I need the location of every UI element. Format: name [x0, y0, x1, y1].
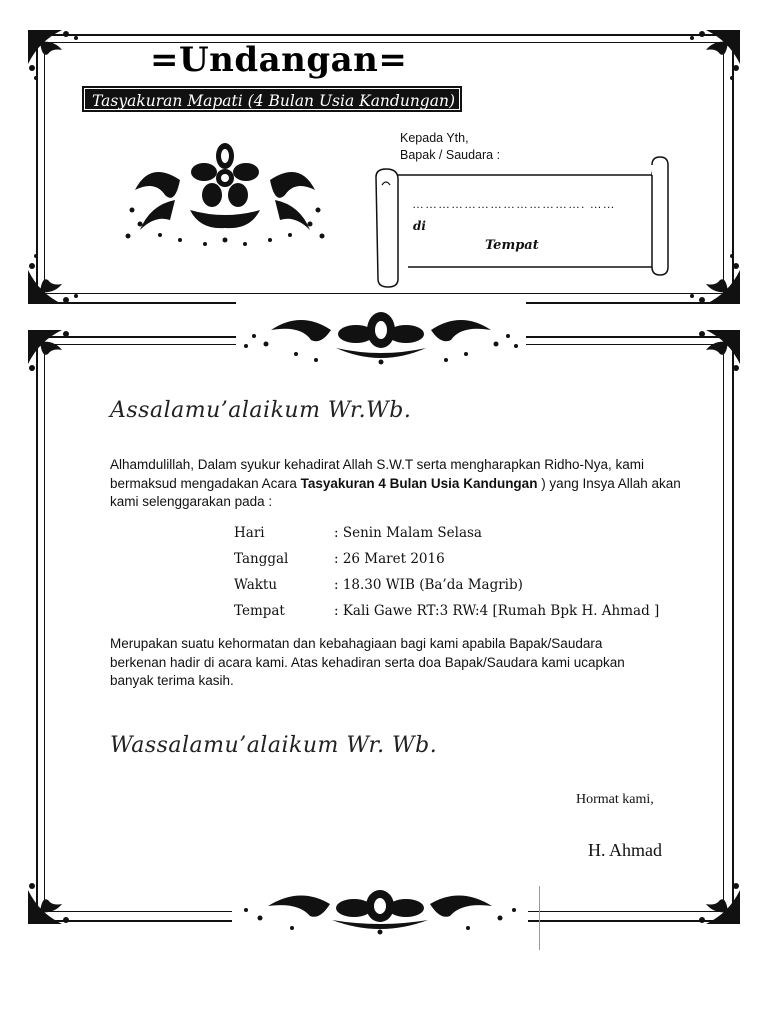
- detail-value: : 26 Maret 2016: [334, 551, 445, 567]
- corner-flourish-icon: [26, 328, 96, 398]
- corner-flourish-icon: [672, 856, 742, 926]
- detail-label: Waktu: [234, 577, 278, 593]
- detail-label: Tanggal: [234, 551, 289, 567]
- opening-paragraph-end: ) yang Insya Allah akan kami selenggarakan pada :: [110, 475, 681, 509]
- corner-flourish-icon: [672, 236, 742, 306]
- bottom-frame-inner-border: [44, 344, 724, 912]
- opening-paragraph-start: Alhamdulillah, Dalam syukur kehadirat Allah S.W.T serta mengharapkan Ridho-Nya, kami bermaksud mengadakan Acara: [110, 457, 644, 491]
- detail-value: : 18.30 WIB (Ba’da Magrib): [334, 577, 523, 593]
- corner-flourish-icon: [672, 28, 742, 98]
- closing-greeting: Wassalamu’alaikum Wr. Wb.: [110, 733, 438, 758]
- recipient-to-line: Kepada Yth,: [400, 131, 469, 145]
- corner-flourish-icon: [672, 328, 742, 398]
- invitation-subtitle: Tasyakuran Mapati (4 Bulan Usia Kandungan): [82, 86, 462, 112]
- floral-ornament-icon: [232, 878, 528, 940]
- detail-value: : Kali Gawe RT:3 RW:4 [Rumah Bpk H. Ahmad ]: [334, 603, 660, 619]
- greeting: Assalamu’alaikum Wr.Wb.: [110, 398, 412, 423]
- recipient-name-field: …………………………………. ……: [412, 197, 616, 211]
- recipient-di: di: [413, 219, 426, 233]
- regards-text: Hormat kami,: [576, 792, 654, 807]
- recipient-place: Tempat: [485, 238, 539, 253]
- invitation-title: =Undangan=: [150, 40, 408, 80]
- signer-name: H. Ahmad: [588, 840, 662, 860]
- floral-ornament-icon: [236, 300, 526, 370]
- divider-line: [539, 886, 540, 950]
- detail-label: Hari: [234, 525, 265, 541]
- event-name: Tasyakuran 4 Bulan Usia Kandungan: [300, 475, 538, 491]
- recipient-name-label: Bapak / Saudara :: [400, 148, 501, 162]
- opening-paragraph: [110, 456, 700, 512]
- floral-ornament-icon: [120, 140, 330, 250]
- detail-value: : Senin Malam Selasa: [334, 525, 482, 541]
- corner-flourish-icon: [26, 236, 96, 306]
- corner-flourish-icon: [26, 856, 96, 926]
- detail-label: Tempat: [234, 603, 285, 619]
- closing-paragraph: Merupakan suatu kehormatan dan kebahagiaan bagi kami apabila Bapak/Saudara berkenan hadir di acara kami. Atas kehadiran serta doa Bapak/Saudara kami ucapkan banyak terima kasih.: [110, 636, 625, 688]
